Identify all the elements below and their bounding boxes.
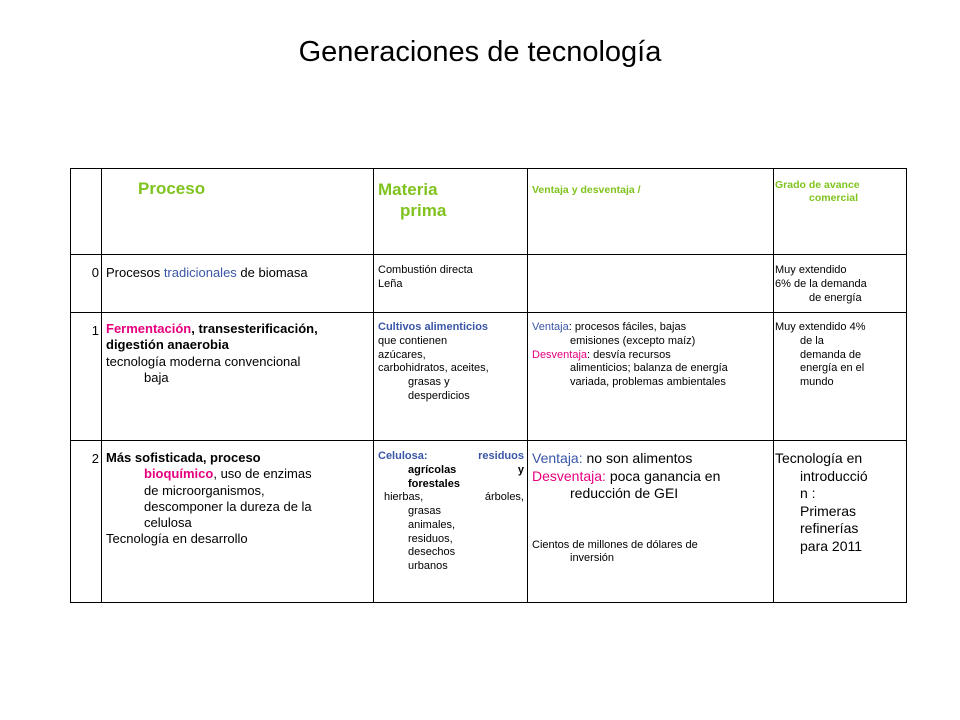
row2-materia-7: residuos, — [408, 532, 453, 545]
row2-number: 2 — [91, 451, 99, 466]
table-header-row — [71, 169, 907, 255]
row2-materia-5: grasas — [408, 505, 442, 517]
header-materia-line2: prima — [400, 201, 447, 221]
row1-materia-line5: grasas y — [408, 376, 450, 388]
row1-proceso-cell — [102, 313, 374, 441]
header-materia-line1: Materia — [378, 180, 438, 199]
row1-grado-line5: mundo — [800, 376, 834, 388]
row1-materia-line3: azúcares, — [378, 348, 426, 361]
row2-ventaja-cell — [528, 441, 774, 603]
row2-ventaja-line1: no son alimentos — [582, 450, 693, 466]
table-row-1 — [71, 313, 907, 441]
row2-desventaja-label: Desventaja: — [532, 467, 606, 484]
row1-ventaja-line2: emisiones (excepto maíz) — [570, 334, 696, 347]
header-number-cell — [71, 169, 102, 255]
row2-number-cell — [71, 441, 102, 603]
slide-title: Generaciones de tecnología — [298, 36, 662, 68]
row2-desventaja-line2: reducción de GEI — [570, 485, 679, 501]
row1-materia-cell — [374, 313, 528, 441]
row2-grado-line3: n : — [800, 485, 816, 501]
row2-inversion-line1: Cientos de millones de dólares de — [532, 538, 698, 551]
row2-grado-line4: Primeras — [800, 502, 857, 519]
row1-desventaja-line2: alimenticios; balanza de energía — [570, 362, 728, 375]
row2-inversion-line2: inversión — [570, 552, 615, 565]
row2-materia-3: forestales — [408, 477, 460, 490]
row1-grado-line4: energía en el — [800, 362, 865, 375]
row2-proceso-b: bioquímico — [144, 466, 214, 482]
row0-materia-cell — [374, 255, 528, 313]
technology-generations-table — [70, 168, 907, 603]
row0-grado-line1: Muy extendido — [775, 264, 847, 276]
row2-materia-4b: árboles, — [484, 491, 524, 504]
row0-number: 0 — [91, 265, 99, 280]
row1-materia-line4: carbohidratos, aceites, — [378, 362, 489, 375]
header-proceso-cell — [102, 169, 374, 255]
row1-materia-line1: Cultivos alimenticios — [378, 321, 489, 333]
header-grado-line1: Grado de avance — [775, 179, 860, 191]
header-ventaja: Ventaja y desventaja / — [532, 184, 641, 196]
row2-proceso-a: Más sofisticada, proceso — [106, 450, 261, 465]
row0-proceso-c: de biomasa — [236, 265, 308, 280]
row0-ventaja-cell — [528, 255, 774, 313]
row1-materia-line6: desperdicios — [408, 389, 470, 402]
row2-ventaja-label: Ventaja: — [532, 450, 583, 466]
row2-grado-line6: para 2011 — [800, 537, 863, 554]
row1-number-cell — [71, 313, 102, 441]
header-proceso: Proceso — [138, 179, 206, 198]
row0-grado-cell — [774, 255, 907, 313]
row0-proceso-cell — [102, 255, 374, 313]
row1-ventaja-label: Ventaja — [532, 321, 569, 333]
header-grado-line2: comercial — [809, 192, 859, 205]
row2-grado-line2: introducció — [800, 467, 868, 484]
row2-proceso-g: Tecnología en desarrollo — [106, 531, 248, 547]
row0-proceso-a: Procesos — [106, 265, 164, 280]
row1-proceso-b: , transesterificación, — [191, 321, 318, 336]
row1-grado-line3: demanda de — [800, 348, 862, 361]
row1-number: 1 — [91, 323, 99, 338]
row1-materia-line2: que contienen — [378, 334, 448, 347]
row0-materia-line1: Combustión directa — [378, 264, 473, 276]
row1-proceso-e: baja — [144, 369, 169, 385]
row2-proceso-e: descomponer la dureza de la — [144, 498, 312, 514]
row0-grado-line3: de energía — [809, 291, 862, 304]
row2-materia-4a: hierbas, — [384, 491, 424, 504]
row2-materia-1b: residuos — [478, 450, 524, 462]
row2-materia-cell — [374, 441, 528, 603]
row2-materia-2a: agrícolas — [408, 463, 457, 476]
table-row-0 — [71, 255, 907, 313]
row1-grado-cell — [774, 313, 907, 441]
row1-grado-line1: Muy extendido 4% — [775, 321, 866, 333]
header-grado-cell — [774, 169, 907, 255]
row2-materia-1a: Celulosa: — [378, 450, 428, 462]
row1-desventaja-line3: variada, problemas ambientales — [570, 376, 726, 388]
row2-proceso-d: de microorganismos, — [144, 482, 265, 498]
row2-materia-2b: y — [517, 463, 524, 476]
row2-materia-8: desechos — [408, 546, 456, 559]
row1-desventaja-label: Desventaja — [532, 348, 588, 361]
row2-grado-line5: refinerías — [800, 520, 859, 536]
row2-proceso-f: celulosa — [144, 515, 192, 530]
row1-grado-line2: de la — [800, 334, 824, 347]
header-ventaja-cell — [528, 169, 774, 255]
row1-proceso-d: tecnología moderna convencional — [106, 353, 301, 369]
row1-ventaja-cell — [528, 313, 774, 441]
row2-proceso-cell — [102, 441, 374, 603]
row2-materia-6: animales, — [408, 518, 456, 531]
row1-proceso-c: digestión anaerobia — [106, 337, 229, 353]
row2-proceso-c: , uso de enzimas — [213, 466, 312, 482]
row2-grado-cell — [774, 441, 907, 603]
row0-number-cell — [71, 255, 102, 313]
row2-grado-line1: Tecnología en — [775, 450, 863, 466]
row0-materia-line2: Leña — [378, 277, 403, 290]
row1-desventaja-line1: : desvía recursos — [587, 348, 671, 361]
header-materia-cell — [374, 169, 528, 255]
row2-desventaja-line1: poca ganancia en — [605, 467, 721, 484]
row2-materia-9: urbanos — [408, 560, 448, 572]
table-row-2 — [71, 441, 907, 603]
row0-grado-line2: 6% de la demanda — [775, 277, 867, 290]
row0-proceso-b: tradicionales — [163, 265, 237, 280]
row1-ventaja-line1: : procesos fáciles, bajas — [568, 321, 687, 333]
row1-proceso-a: Fermentación — [106, 321, 192, 336]
